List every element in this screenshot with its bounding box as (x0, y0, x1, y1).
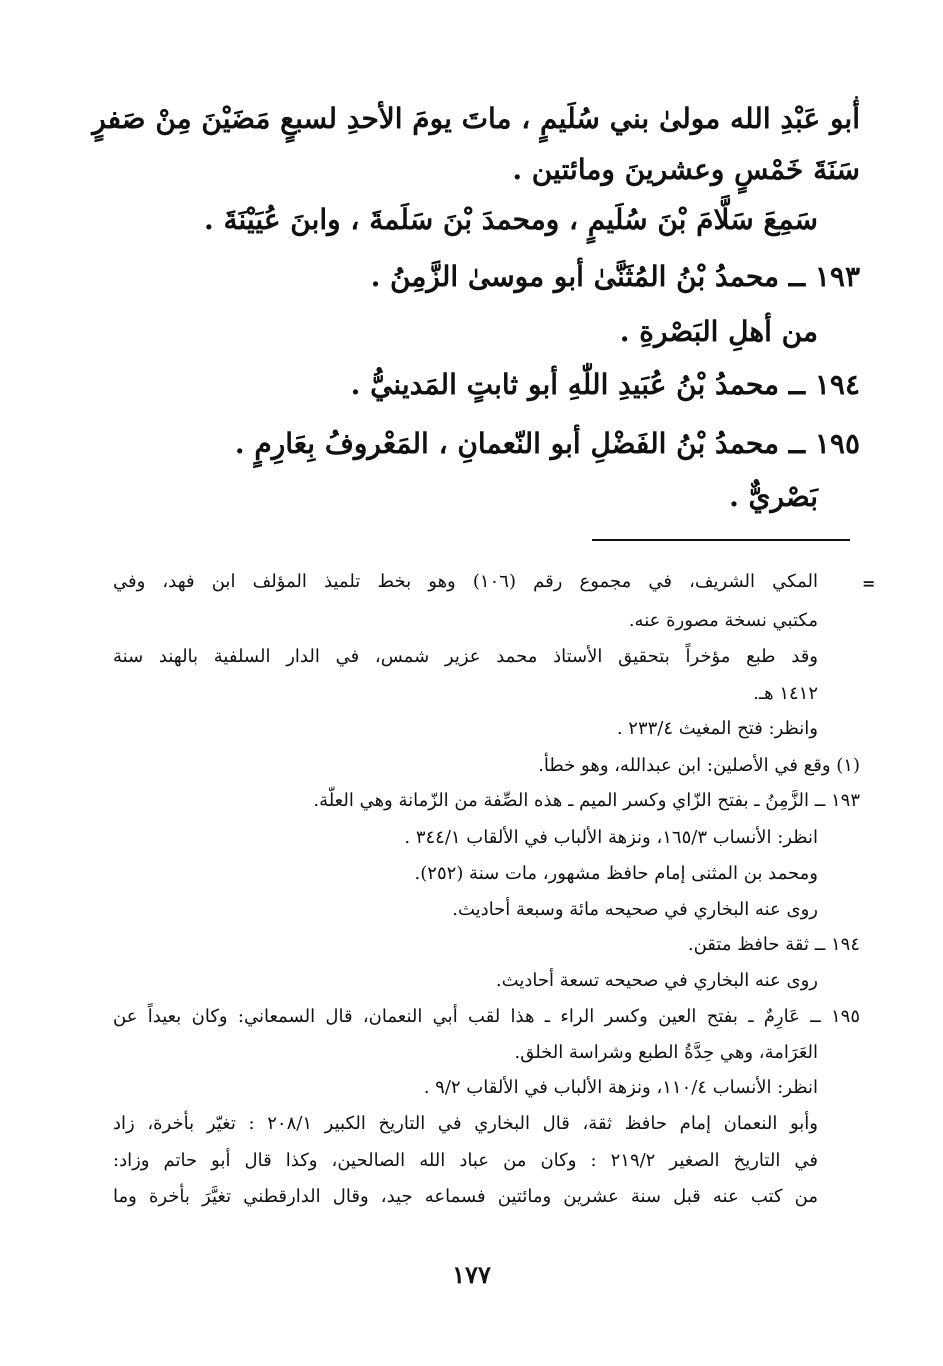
footnote-line: وقد طبع مؤخراً بتحقيق الأستاذ محمد عزير شمس، في الدار السلفية بالهند سنة (113, 646, 818, 667)
footnote-195: ١٩٥ ــ عَارِمٌ ـ بفتح العين وكسر الراء ـ هذا لقب أبي النعمان، قال السمعاني: وكان بعيداً عن (113, 1006, 860, 1027)
footnote-1: (١) وقع في الأصلين: ابن عبدالله، وهو خطأ. (538, 755, 860, 776)
footnote-line: ومحمد بن المثنى إمام حافظ مشهور، مات سنة (٢٥٢). (414, 863, 818, 884)
footnote-line: روى عنه البخاري في صحيحه تسعة أحاديث. (495, 970, 818, 991)
continuation-mark: = (862, 574, 876, 593)
footnote-194: ١٩٤ ــ ثقة حافظ متقن. (687, 934, 860, 955)
main-text-line: من أهلِ البَصْرةِ . (619, 315, 818, 348)
footnote-line: العَرَامة، وهي حِدَّةُ الطبع وشراسة الخلق. (514, 1042, 818, 1063)
main-text-line: سَمِعَ سَلَّامَ بْنَ سُلَيمٍ ، ومحمدَ بْنَ سَلَمةَ ، وابنَ عُيَيْنَةَ . (203, 203, 818, 236)
page-number: ١٧٧ (452, 1260, 491, 1289)
main-text-line: بَصْريٌّ . (729, 480, 818, 513)
main-text-line: أبو عَبْدِ الله مولىٰ بني سُلَيمٍ ، ماتَ يومَ الأحدِ لسبعٍ مَضَيْنَ مِنْ صَفرٍ (92, 102, 860, 135)
footnote-line: انظر: الأنساب ١١٠/٤، ونزهة الألباب في الألقاب ٩/٢ . (423, 1077, 818, 1098)
entry-heading-193: ١٩٣ ــ محمدُ بْنُ المُثَنَّىٰ أبو موسىٰ الزَّمِنُ . (370, 260, 860, 293)
main-text-line: سَنَةَ خَمْسٍ وعشرينَ ومائتين . (512, 153, 860, 186)
footnote-separator (592, 539, 850, 541)
footnote-line: ١٤١٢ هـ. (753, 683, 818, 704)
footnote-line: وأبو النعمان إمام حافظ ثقة، قال البخاري في التاريخ الكبير ٢٠٨/١ : تغيّر بأخرة، زاد (113, 1113, 818, 1134)
speck-mark (855, 96, 858, 99)
entry-heading-194: ١٩٤ ــ محمدُ بْنُ عُبَيدِ اللّٰهِ أبو ثابتٍ المَدينيُّ . (350, 368, 860, 401)
footnote-193: ١٩٣ ــ الزَّمِنُ ـ بفتح الزّاي وكسر الميم ـ هذه الصِّفة من الزّمانة وهي العلّة. (313, 790, 860, 811)
footnote-line: من كتب عنه قبل سنة عشرين ومائتين فسماعه جيد، وقال الدارقطني تغيَّرَ بأخرة وما (113, 1186, 818, 1207)
footnote-line: انظر: الأنساب ١٦٥/٣، ونزهة الألباب في الألقاب ٣٤٤/١ . (404, 827, 818, 848)
footnote-line: في التاريخ الصغير ٢١٩/٢ : وكان من عباد الله الصالحين، وكذا قال أبو حاتم وزاد: (113, 1150, 818, 1171)
footnote-line: روى عنه البخاري في صحيحه مائة وسبعة أحاديث. (452, 899, 818, 920)
footnote-line: المكي الشريف، في مجموع رقم (١٠٦) وهو بخط تلميذ المؤلف ابن فهد، وفي (113, 571, 818, 592)
footnote-line: مكتبي نسخة مصورة عنه. (628, 610, 818, 631)
entry-heading-195: ١٩٥ ــ محمدُ بْنُ الفَضْلِ أبو النّعمانِ ، المَعْروفُ بِعَارِمٍ . (234, 427, 860, 460)
footnote-line: وانظر: فتح المغيث ٢٣٣/٤ . (616, 718, 818, 739)
